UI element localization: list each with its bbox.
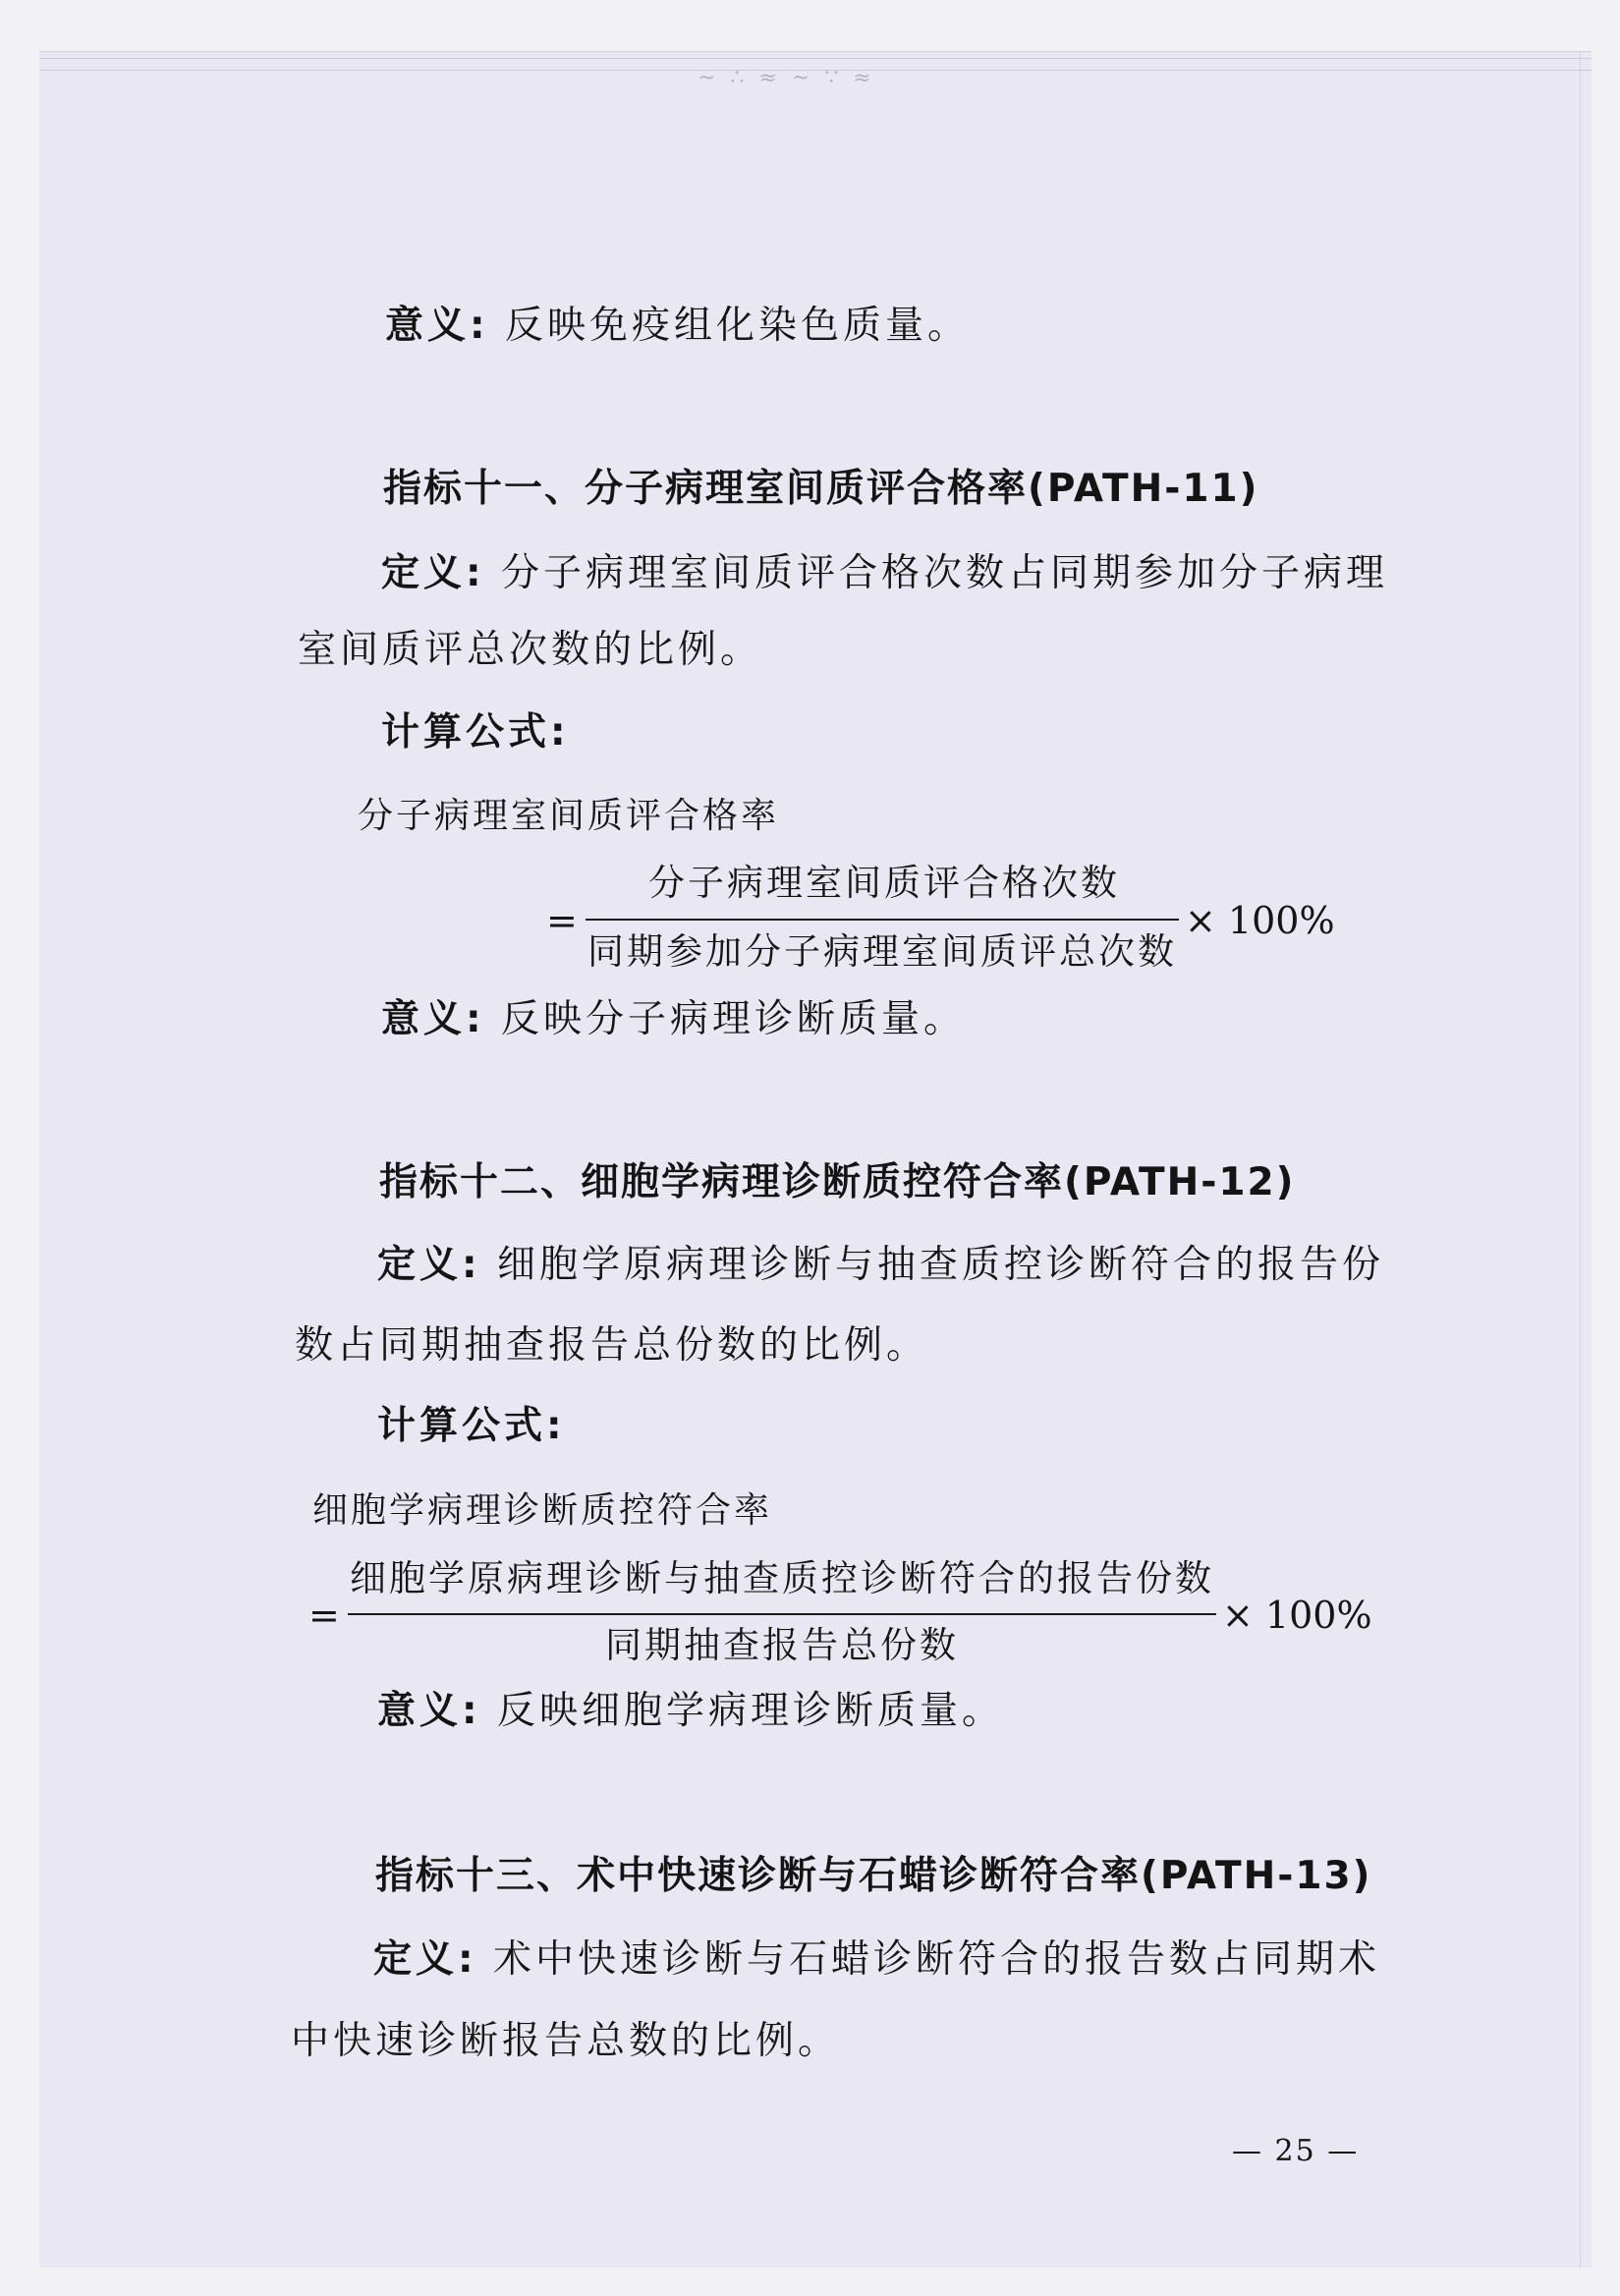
meaning-label: 意义:	[385, 304, 489, 348]
numerator: 分子病理室间质评合格次数	[648, 862, 1120, 904]
definition-text: 细胞学原病理诊断与抽查质控诊断符合的报告份	[497, 1243, 1385, 1287]
equals-sign: =	[308, 1594, 340, 1637]
meaning-text: 反映细胞学病理诊断质量。	[497, 1689, 1005, 1733]
seal-smudge: ~ ∴ ≈ ~ ∵ ≈	[698, 66, 875, 90]
scan-edge-line	[39, 58, 1592, 59]
equals-sign: =	[546, 899, 578, 942]
section12-meaning	[377, 1689, 1005, 1733]
section11-heading: 指标十一、分子病理室间质评合格率(PATH-11)	[383, 467, 1259, 511]
denominator: 同期参加分子病理室间质评总次数	[587, 930, 1177, 973]
section12-formula-name: 细胞学病理诊断质控符合率	[312, 1490, 773, 1531]
fraction-bar	[348, 1613, 1216, 1615]
definition-label: 定义:	[381, 551, 485, 595]
definition-label: 定义:	[377, 1243, 481, 1287]
section11-formula-label: 计算公式:	[381, 710, 570, 755]
page-number: — 25 —	[1232, 2134, 1360, 2168]
fraction-bar	[586, 919, 1179, 921]
definition-text: 术中快速诊断与石蜡诊断符合的报告数占同期术	[493, 1937, 1381, 1982]
section12-heading: 指标十二、细胞学病理诊断质控符合率(PATH-12)	[379, 1160, 1296, 1204]
section11-definition-line2: 室间质评总次数的比例。	[298, 628, 763, 672]
section13-heading: 指标十三、术中快速诊断与石蜡诊断符合率(PATH-13)	[375, 1854, 1372, 1898]
section11-definition-line1	[381, 551, 1389, 595]
scan-edge-line	[1580, 52, 1581, 2268]
section13-definition-line1	[373, 1937, 1381, 1982]
meaning-text: 反映免疫组化染色质量。	[505, 304, 971, 348]
document-page	[39, 51, 1592, 2268]
multiplier: × 100%	[1185, 899, 1335, 942]
multiplier: × 100%	[1222, 1594, 1372, 1637]
section13-definition-line2: 中快速诊断报告总数的比例。	[291, 2019, 841, 2063]
meaning-text: 反映分子病理诊断质量。	[501, 997, 967, 1041]
definition-label: 定义:	[373, 1937, 477, 1982]
section10-meaning	[385, 304, 971, 348]
definition-text: 分子病理室间质评合格次数占同期参加分子病理	[501, 551, 1389, 595]
section11-meaning	[381, 997, 967, 1041]
meaning-label: 意义:	[381, 997, 485, 1041]
numerator: 细胞学原病理诊断与抽查质控诊断符合的报告份数	[350, 1557, 1214, 1599]
section12-definition-line2: 数占同期抽查报告总份数的比例。	[295, 1323, 929, 1368]
section11-formula-name: 分子病理室间质评合格率	[358, 796, 780, 836]
denominator: 同期抽查报告总份数	[605, 1624, 959, 1666]
meaning-label: 意义:	[377, 1689, 481, 1733]
section12-definition-line1	[377, 1243, 1385, 1287]
section12-formula-label: 计算公式:	[377, 1404, 566, 1448]
